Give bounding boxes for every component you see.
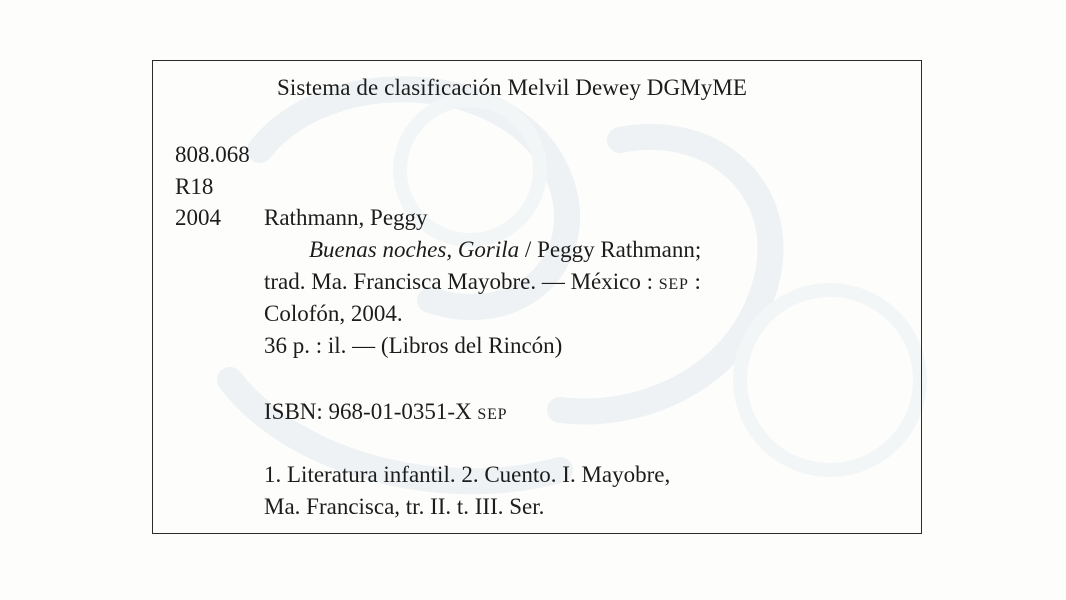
cutter-number: R18: [175, 174, 214, 199]
publisher-abbreviation: SEP: [658, 276, 689, 293]
physical-description: 36 p. : il. — (Libros del Rincón): [264, 333, 563, 358]
isbn-publisher-abbreviation: SEP: [477, 406, 508, 423]
book-title: Buenas noches, Gorila: [309, 237, 520, 262]
isbn-number: ISBN: 968-01-0351-X: [264, 399, 478, 424]
title-statement: [309, 238, 701, 261]
publication-line-2: Colofón, 2004.: [264, 301, 403, 326]
subject-headings-line-1: 1. Literatura infantil. 2. Cuento. I. Mayobre,: [264, 462, 671, 487]
statement-of-responsibility: Peggy Rathmann;: [537, 237, 702, 262]
publication-line-1: [264, 270, 701, 293]
publication-year-call: 2004: [175, 205, 221, 230]
catalog-card: [152, 60, 922, 534]
author-entry: Rathmann, Peggy: [264, 205, 428, 230]
title-separator: /: [519, 237, 538, 262]
dewey-classification-number: 808.068: [175, 142, 250, 167]
classification-system-heading: Sistema de clasificación Melvil Dewey DGMyME: [277, 75, 748, 100]
subject-headings-line-2: Ma. Francisca, tr. II. t. III. Ser.: [264, 494, 545, 519]
publisher-trailing-colon: :: [688, 269, 701, 294]
isbn-line: [264, 400, 507, 423]
translator-and-place: trad. Ma. Francisca Mayobre. — México :: [264, 269, 659, 294]
